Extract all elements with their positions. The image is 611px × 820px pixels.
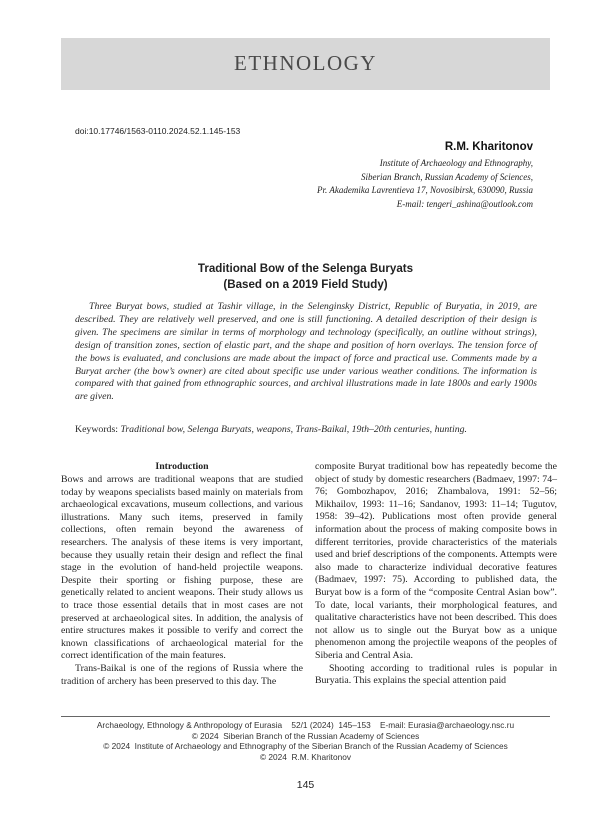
author-name: R.M. Kharitonov: [444, 141, 533, 153]
page-number: 145: [296, 779, 315, 791]
keywords: [75, 424, 545, 435]
left-column: [61, 474, 303, 688]
keywords-list: Traditional bow, Selenga Buryats, weapons, Trans-Baikal, 19th–20th centuries, hunting.: [120, 424, 467, 435]
paragraph: Shooting according to traditional rules is popular in Buryatia. This explains the special attention paid: [315, 662, 557, 687]
affiliation-line: Institute of Archaeology and Ethnography,: [379, 158, 533, 168]
abstract: Three Buryat bows, studied at Tashir village, in the Selenginsky District, Republic of Buryatia, in 2019, are described. They are relatively well preserved, and one is still functioning. A detailed description of their design is given. The specimens are similar in terms of morphology and technology (specifically, an outline without strings), design of transition zones, section of elastic part, and the shape and position of horn overlays. The tension force of the bows is evaluated, and conclusions are made about the impact of force and practical use. Comments made by a Buryat archer (the bow’s owner) are cited about specific use under various weather conditions. The information is compared with that gained from ethnographic sources, and archival illustrations made in late 1800s and early 1900s are given.: [75, 301, 537, 403]
right-column: [315, 461, 557, 688]
paragraph: composite Buryat traditional bow has repeatedly become the object of study by domestic researchers (Badmaev, 1997: 74–76; Gombozhapov, 2016; Zhambalova, 1991: 52–56; Mikhailov, 1993: 11–16; Sandanov, 1993: 11–14; Tugutov, 1958: 39–42). Publications most often provide general information about the process of making composite bows in different territories, provide characteristics of the materials used and brief descriptions of the components. Attempts were also made to characterize individual decorative features (Badmaev, 1997: 75). According to published data, the Buryat bow is a form of the “composite Central Asian bow”. To date, local variants, their morphological features, and qualitative characteristics have not been described. This does not allow us to single out the Buryat bow as a unique phenomenon among the projectile weapons of the peoples of Siberia and Central Asia.: [315, 461, 557, 661]
journal-line: Archaeology, Ethnology & Anthropology of Eurasia 52/1 (2024) 145–153 E-mail: Eurasia@archaeology.nsc.ru: [96, 720, 515, 730]
footer: [61, 720, 550, 762]
introduction-heading: Introduction: [155, 461, 209, 472]
article-title-line-1: Traditional Bow of the Selenga Buryats: [197, 262, 414, 275]
section-header-title: ETHNOLOGY: [234, 51, 377, 75]
affiliation-line: Pr. Akademika Lavrentieva 17, Novosibirsk, 630090, Russia: [317, 185, 533, 196]
author-affiliation: [173, 157, 533, 211]
article-title-line-2: (Based on a 2019 Field Study): [223, 278, 388, 291]
footer-divider: [61, 716, 550, 717]
section-header-band: [61, 38, 550, 90]
paragraph: Bows and arrows are traditional weapons that are studied today by weapons specialists based mainly on materials from archaeological excavations, museum collections, and various illustrations. Many such items, preserved in family collections, often remain beyond the awareness of researchers. The analysis of these items is very important, because they usually retain their design and reflect the final stage in the evolution of hand-held projectile weapons. Despite their sporting or fishing purpose, these are genetically related to ancient weapons. Their study allows us to trace those essential details that in most cases are not preserved at archaeological sites. In addition, the analysis of entire structures makes it possible to verify and correct the known classifications of archaeological material for the correct identification of the main features.: [61, 474, 303, 662]
copyright-line: © 2024 R.M. Kharitonov: [260, 751, 351, 762]
copyright-line: © 2024 Siberian Branch of the Russian Academy of Sciences: [191, 730, 420, 741]
author-email: E-mail: tengeri_ashina@outlook.com: [396, 198, 533, 209]
paragraph: Trans-Baikal is one of the regions of Russia where the tradition of archery has been preserved to this day. The: [61, 662, 303, 687]
keywords-label: Keywords:: [75, 424, 118, 435]
copyright-line: © 2024 Institute of Archaeology and Ethnography of the Siberian Branch of the Russian Academy of Sciences: [103, 741, 508, 752]
affiliation-line: Siberian Branch, Russian Academy of Sciences,: [360, 171, 533, 182]
doi-text: doi:10.17746/1563-0110.2024.52.1.145-153: [75, 126, 241, 136]
